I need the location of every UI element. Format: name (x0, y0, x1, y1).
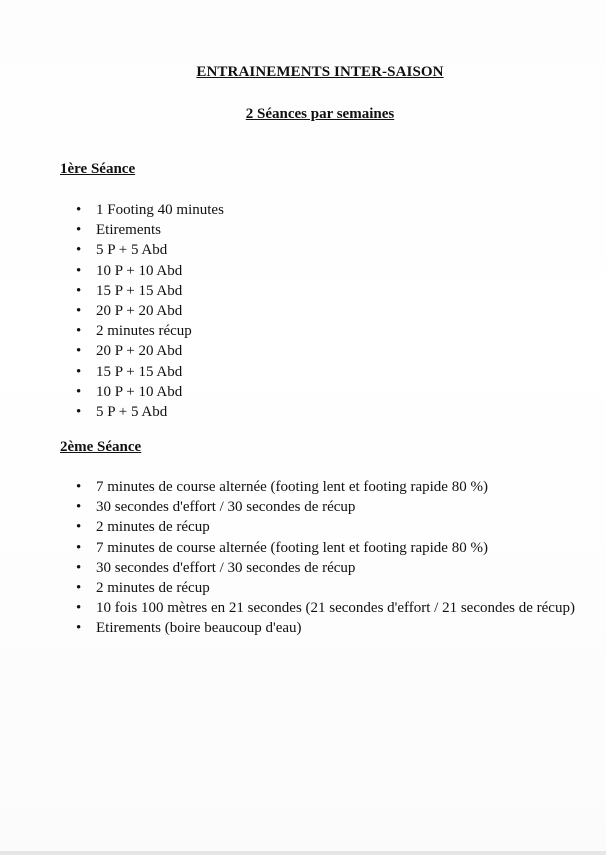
list-item: • Etirements (0, 220, 606, 240)
list-item: • 2 minutes de récup (0, 578, 606, 598)
list-item: • 15 P + 15 Abd (0, 281, 606, 301)
list-item: • 2 minutes de récup (0, 517, 606, 537)
list-item: • 7 minutes de course alternée (footing lent et footing rapide 80 %) (0, 538, 606, 558)
list-item: • 10 P + 10 Abd (0, 261, 606, 281)
list-item: • 15 P + 15 Abd (0, 362, 606, 382)
list-item: • 10 P + 10 Abd (0, 382, 606, 402)
list-item: • 2 minutes récup (0, 321, 606, 341)
list-item: • 10 fois 100 mètres en 21 secondes (21 secondes d'effort / 21 secondes de récup) (0, 598, 581, 618)
list-item: • 1 Footing 40 minutes (0, 200, 606, 220)
list-item: • Etirements (boire beaucoup d'eau) (0, 618, 606, 638)
scan-edge (0, 851, 606, 855)
list-item: • 20 P + 20 Abd (0, 301, 606, 321)
seance-2-exercise-list (0, 477, 606, 639)
list-item: • 30 secondes d'effort / 30 secondes de récup (0, 497, 606, 517)
list-item: • 7 minutes de course alternée (footing lent et footing rapide 80 %) (0, 477, 606, 497)
list-item: • 20 P + 20 Abd (0, 341, 606, 361)
section-heading-seance-1: 1ère Séance (60, 161, 136, 177)
list-item: • 5 P + 5 Abd (0, 240, 606, 260)
list-item: • 30 secondes d'effort / 30 secondes de récup (0, 558, 606, 578)
section-heading-seance-2: 2ème Séance (60, 439, 142, 455)
list-item: • 5 P + 5 Abd (0, 402, 606, 422)
document-subtitle: 2 Séances par semaines (245, 106, 395, 122)
document-title: ENTRAINEMENTS INTER-SAISON (196, 64, 444, 80)
seance-1-exercise-list (0, 200, 606, 422)
